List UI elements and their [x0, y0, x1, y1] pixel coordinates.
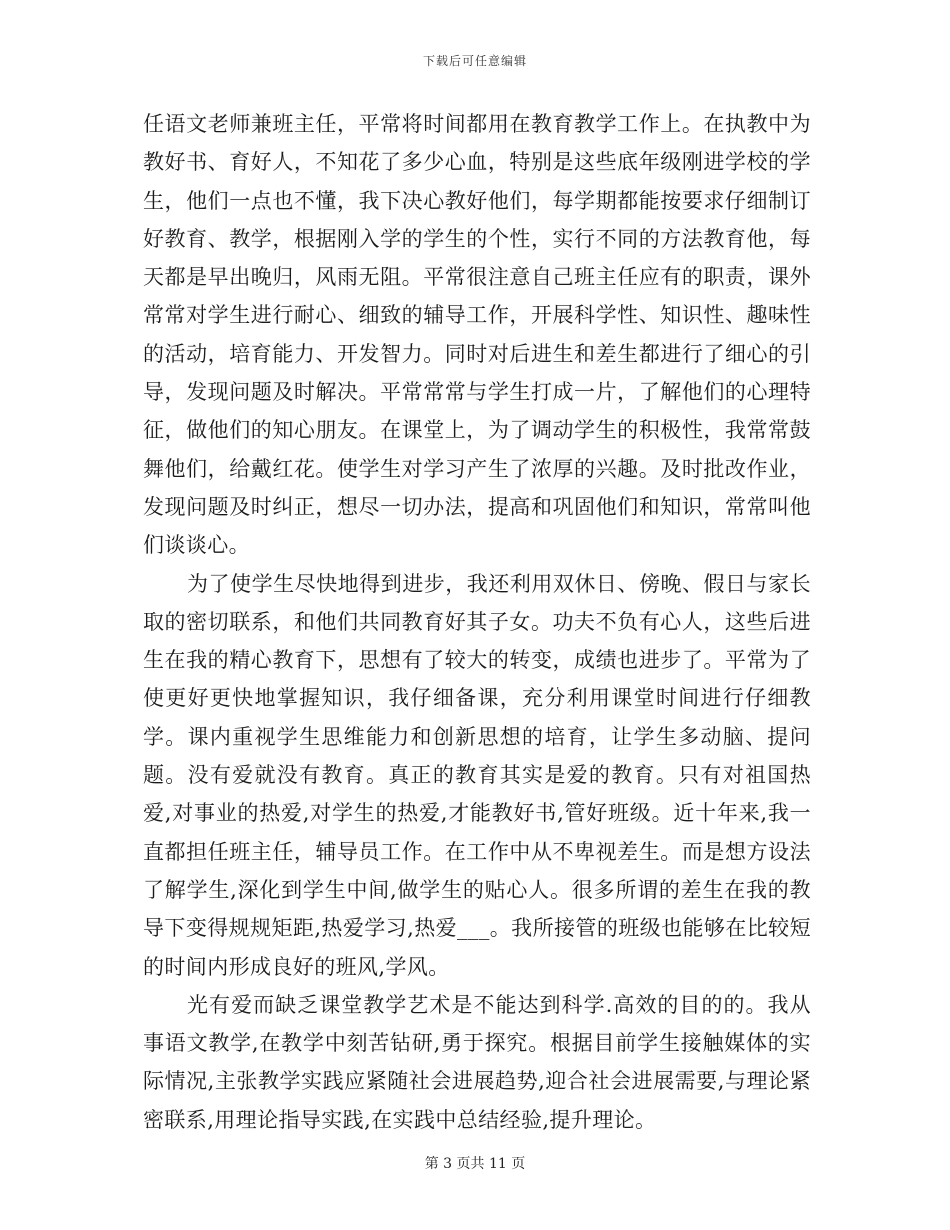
page-number: 第 3 页共 11 页 — [424, 1156, 526, 1172]
document-body — [143, 105, 811, 1139]
paragraph-1: 任语文老师兼班主任，平常将时间都用在教育教学工作上。在执教中为教好书、育好人，不知花了多少心血，特别是这些底年级刚进学校的学生，他们一点也不懂，我下决心教好他们，每学期都能按要求仔细制订好教育、教学，根据刚入学的学生的个性，实行不同的方法教育他，每天都是早出晚归，风雨无阻。平常很注意自己班主任应有的职责，课外常常对学生进行耐心、细致的辅导工作，开展科学性、知识性、趣味性的活动，培育能力、开发智力。同时对后进生和差生都进行了细心的引导，发现问题及时解决。平常常常与学生打成一片，了解他们的心理特征，做他们的知心朋友。在课堂上，为了调动学生的积极性，我常常鼓舞他们，给戴红花。使学生对学习产生了浓厚的兴趣。及时批改作业，发现问题及时纠正，想尽一切办法，提高和巩固他们和知识，常常叫他们谈谈心。 — [143, 112, 811, 558]
page-header: 下载后可任意编辑 — [422, 54, 527, 68]
paragraph-2: 为了使学生尽快地得到进步，我还利用双休日、傍晚、假日与家长取的密切联系，和他们共同教育好其子女。功夫不负有心人，这些后进生在我的精心教育下，思想有了较大的转变，成绩也进步了。平常为了使更好更快地掌握知识，我仔细备课，充分利用课堂时间进行仔细教学。课内重视学生思维能力和创新思想的培育，让学生多动脑、提问题。没有爱就没有教育。真正的教育其实是爱的教育。只有对祖国热爱,对事业的热爱,对学生的热爱,才能教好书,管好班级。近十年来,我一直都担任班主任，辅导员工作。在工作中从不卑视差生。而是想方设法了解学生,深化到学生中间,做学生的贴心人。很多所谓的差生在我的教导下变得规规矩距,热爱学习,热爱___。我所接管的班级也能够在比较短的时间内形成良好的班风,学风。 — [143, 571, 811, 979]
paragraph-3: 光有爱而缺乏课堂教学艺术是不能达到科学.高效的目的的。我从事语文教学,在教学中刻苦钻研,勇于探究。根据目前学生接触媒体的实际情况,主张教学实践应紧随社会进展趋势,迎合社会进展需要,与理论紧密联系,用理论指导实践,在实践中总结经验,提升理论。 — [143, 992, 811, 1132]
